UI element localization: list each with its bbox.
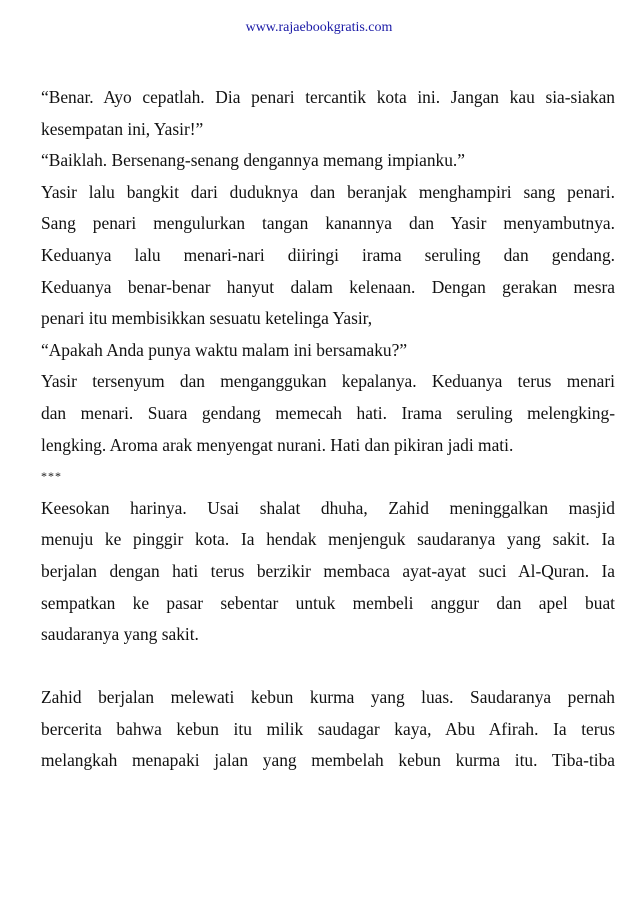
text-line: Yasir lalu bangkit dari duduknya dan beranjak menghampiri sang penari. <box>41 181 615 202</box>
text-line: Zahid berjalan melewati kebun kurma yang luas. Saudaranya pernah <box>41 687 615 708</box>
text-line: sempatkan ke pasar sebentar untuk membeli anggur dan apel buat <box>41 592 615 613</box>
text-line: menuju ke pinggir kota. Ia hendak menjenguk saudaranya yang sakit. Ia <box>41 529 615 550</box>
text-line: Keduanya lalu menari-nari diiringi irama seruling dan gendang. <box>41 244 615 265</box>
text-line: dan menari. Suara gendang memecah hati. Irama seruling melengking- <box>41 402 615 423</box>
blank-line <box>41 651 615 683</box>
text-line: “Apakah Anda punya waktu malam ini bersamaku?” <box>41 339 408 360</box>
story-text <box>41 82 615 777</box>
text-line: Keduanya benar-benar hanyut dalam kelenaan. Dengan gerakan mesra <box>41 276 615 297</box>
text-line: Keesokan harinya. Usai shalat dhuha, Zahid meninggalkan masjid <box>41 497 615 518</box>
text-line: saudaranya yang sakit. <box>41 624 199 645</box>
text-line: Yasir tersenyum dan menganggukan kepalanya. Keduanya terus menari <box>41 371 615 392</box>
text-line: lengking. Aroma arak menyengat nurani. Hati dan pikiran jadi mati. <box>41 434 514 455</box>
text-line: kesempatan ini, Yasir!” <box>41 118 204 139</box>
website-header-link[interactable]: www.rajaebookgratis.com <box>245 20 393 35</box>
text-line: penari itu membisikkan sesuatu ketelinga Yasir, <box>41 308 373 329</box>
text-line: melangkah menapaki jalan yang membelah kebun kurma itu. Tiba-tiba <box>41 750 615 771</box>
text-line: “Baiklah. Bersenang-senang dengannya memang impianku.” <box>41 150 465 171</box>
section-separator: *** <box>41 469 62 484</box>
text-line: berjalan dengan hati terus berzikir membaca ayat-ayat suci Al-Quran. Ia <box>41 560 615 581</box>
text-line: “Benar. Ayo cepatlah. Dia penari tercantik kota ini. Jangan kau sia-siakan <box>41 87 615 107</box>
text-line: bercerita bahwa kebun itu milik saudagar kaya, Abu Afirah. Ia terus <box>41 718 615 739</box>
text-line: Sang penari mengulurkan tangan kanannya dan Yasir menyambutnya. <box>41 213 615 234</box>
